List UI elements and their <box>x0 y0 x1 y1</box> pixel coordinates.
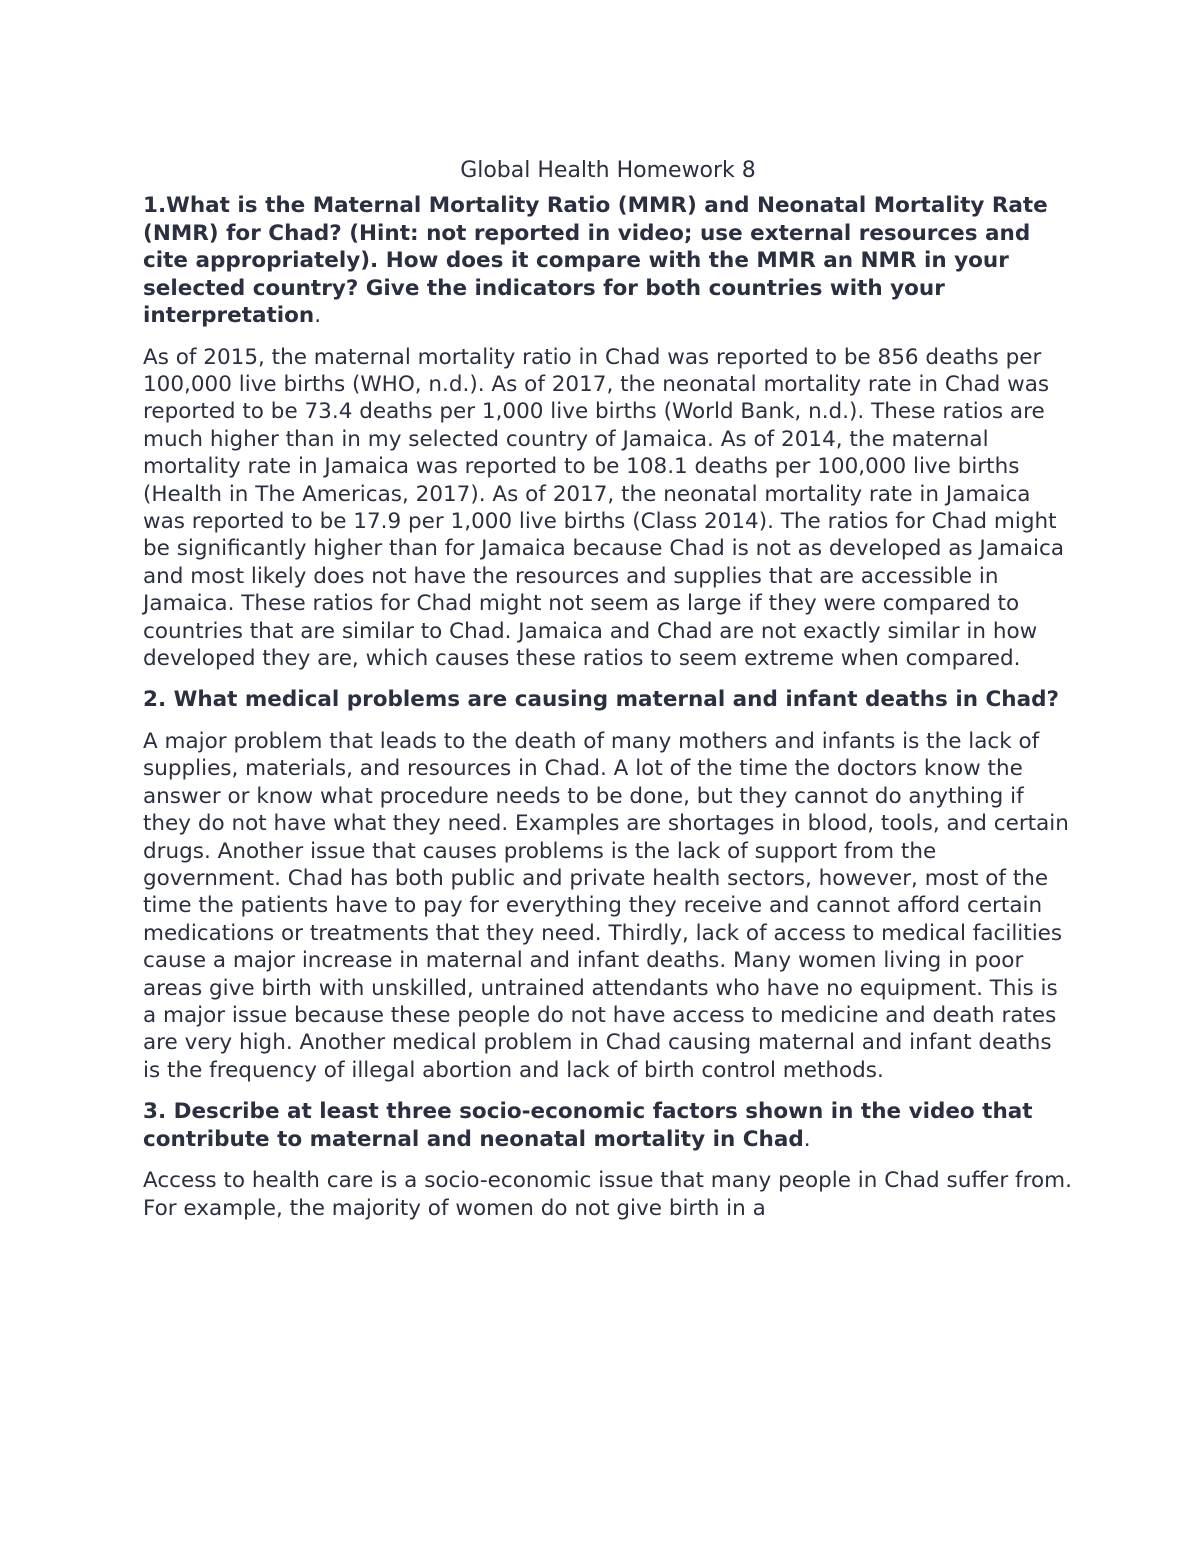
question-3-text: 3. Describe at least three socio-economic factors shown in the video that contribute to maternal and neonatal mortality in Chad <box>143 1099 1033 1152</box>
answer-2: A major problem that leads to the death of many mothers and infants is the lack of supplies, materials, and resources in Chad. A lot of the time the doctors know the answer or know what procedure needs to be done, but they cannot do anything if they do not have what they need. Examples are shortages in blood, tools, and certain drugs. Another issue that causes problems is the lack of support from the government. Chad has both public and private health sectors, however, most of the time the patients have to pay for everything they receive and cannot afford certain medications or treatments that they need. Thirdly, lack of access to medical facilities cause a major increase in maternal and infant deaths. Many women living in poor areas give birth with unskilled, untrained attendants who have no equipment. This is a major issue because these people do not have access to medicine and death rates are very high. Another medical problem in Chad causing maternal and infant deaths is the frequency of illegal abortion and lack of birth control methods. <box>143 728 1069 1083</box>
section-2 <box>143 686 1073 1084</box>
document-page <box>143 156 1073 1236</box>
section-3 <box>143 1098 1073 1222</box>
section-1 <box>143 192 1073 672</box>
question-2 <box>143 686 1073 714</box>
answer-3: Access to health care is a socio-economic issue that many people in Chad suffer from. For example, the majority of women do not give birth in a <box>143 1168 1072 1221</box>
answer-1: As of 2015, the maternal mortality ratio in Chad was reported to be 856 deaths per 100,000 live births (WHO, n.d.). As of 2017, the neonatal mortality rate in Chad was reported to be 73.4 deaths per 1,000 live births (World Bank, n.d.). These ratios are much higher than in my selected country of Jamaica. As of 2014, the maternal mortality rate in Jamaica was reported to be 108.1 deaths per 100,000 live births (Health in The Americas, 2017). As of 2017, the neonatal mortality rate in Jamaica was reported to be 17.9 per 1,000 live births (Class 2014). The ratios for Chad might be significantly higher than for Jamaica because Chad is not as developed as Jamaica and most likely does not have the resources and supplies that are accessible in Jamaica. These ratios for Chad might not seem as large if they were compared to countries that are similar to Chad. Jamaica and Chad are not exactly similar in how developed they are, which causes these ratios to seem extreme when compared. <box>143 344 1065 671</box>
document-title: Global Health Homework 8 <box>460 158 756 183</box>
question-1 <box>143 192 1073 330</box>
question-1-trail: . <box>314 303 322 328</box>
question-2-text: 2. What medical problems are causing maternal and infant deaths in Chad? <box>143 687 1059 713</box>
question-1-text: 1.What is the Maternal Mortality Ratio (MMR) and Neonatal Mortality Rate (NMR) for Chad? (Hint: not reported in video; use external resources and cite appropriately). How does it compare with the MMR an NMR in your selected country? Give the indicators for both countries with your interpretation <box>143 193 1048 328</box>
question-3 <box>143 1098 1073 1153</box>
question-3-trail: . <box>803 1126 811 1152</box>
